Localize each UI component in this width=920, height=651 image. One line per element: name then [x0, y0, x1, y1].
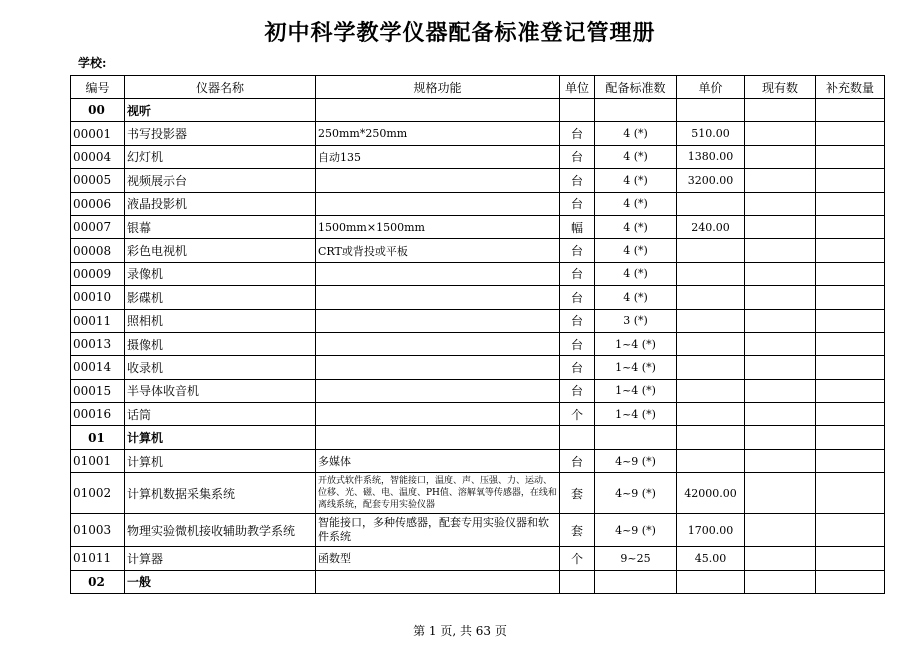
cell-unit-price: 1380.00 — [677, 145, 745, 168]
table-row — [71, 473, 885, 514]
cell-name: 话筒 — [125, 403, 316, 426]
table-row — [71, 309, 885, 332]
cell-standard-qty: 4 (*) — [595, 215, 677, 238]
header-current-qty: 现有数 — [745, 76, 816, 99]
cell-unit-price — [677, 262, 745, 285]
header-supplement-qty: 补充数量 — [816, 76, 885, 99]
cell-name: 照相机 — [125, 309, 316, 332]
cell-unit-price: 3200.00 — [677, 169, 745, 192]
cell-unit: 台 — [560, 262, 595, 285]
cell-name: 计算机 — [125, 426, 316, 449]
cell-unit-price: 510.00 — [677, 122, 745, 145]
table-row — [71, 379, 885, 402]
cell-standard-qty: 4 (*) — [595, 145, 677, 168]
cell-spec: 250mm*250mm — [316, 122, 560, 145]
cell-supplement-qty — [816, 514, 885, 547]
table-row — [71, 356, 885, 379]
cell-supplement-qty — [816, 356, 885, 379]
cell-unit: 台 — [560, 122, 595, 145]
cell-name: 摄像机 — [125, 332, 316, 355]
header-spec: 规格功能 — [316, 76, 560, 99]
cell-current-qty — [745, 99, 816, 122]
cell-spec: 函数型 — [316, 547, 560, 570]
cell-unit-price — [677, 426, 745, 449]
cell-unit-price — [677, 379, 745, 402]
cell-current-qty — [745, 449, 816, 472]
cell-name: 收录机 — [125, 356, 316, 379]
cell-unit: 台 — [560, 379, 595, 402]
equipment-register-table — [70, 75, 885, 594]
cell-unit — [560, 426, 595, 449]
cell-spec: 1500mm×1500mm — [316, 215, 560, 238]
cell-spec — [316, 426, 560, 449]
cell-unit: 台 — [560, 169, 595, 192]
cell-current-qty — [745, 262, 816, 285]
table-row — [71, 262, 885, 285]
table-row — [71, 514, 885, 547]
cell-current-qty — [745, 514, 816, 547]
cell-spec — [316, 332, 560, 355]
cell-code: 00014 — [71, 356, 125, 379]
cell-standard-qty: 9~25 — [595, 547, 677, 570]
cell-standard-qty: 4~9 (*) — [595, 473, 677, 514]
cell-supplement-qty — [816, 426, 885, 449]
cell-spec — [316, 379, 560, 402]
table-row — [71, 192, 885, 215]
cell-unit-price: 45.00 — [677, 547, 745, 570]
cell-unit-price — [677, 570, 745, 593]
cell-current-qty — [745, 286, 816, 309]
table-row — [71, 169, 885, 192]
table-row — [71, 145, 885, 168]
cell-supplement-qty — [816, 169, 885, 192]
cell-current-qty — [745, 145, 816, 168]
cell-unit: 个 — [560, 547, 595, 570]
cell-spec — [316, 262, 560, 285]
cell-unit: 台 — [560, 239, 595, 262]
cell-code: 01002 — [71, 473, 125, 514]
cell-current-qty — [745, 239, 816, 262]
cell-spec — [316, 570, 560, 593]
cell-name: 幻灯机 — [125, 145, 316, 168]
cell-unit: 台 — [560, 449, 595, 472]
cell-name: 视频展示台 — [125, 169, 316, 192]
table-row — [71, 215, 885, 238]
table-header-row — [71, 76, 885, 99]
cell-current-qty — [745, 379, 816, 402]
table-row — [71, 332, 885, 355]
cell-name: 录像机 — [125, 262, 316, 285]
cell-unit-price — [677, 286, 745, 309]
cell-standard-qty — [595, 570, 677, 593]
cell-supplement-qty — [816, 547, 885, 570]
cell-unit: 台 — [560, 356, 595, 379]
cell-unit-price — [677, 309, 745, 332]
cell-code: 00010 — [71, 286, 125, 309]
cell-code: 00006 — [71, 192, 125, 215]
table-row — [71, 449, 885, 472]
cell-standard-qty: 1~4 (*) — [595, 356, 677, 379]
cell-unit-price: 240.00 — [677, 215, 745, 238]
cell-current-qty — [745, 426, 816, 449]
document-title: 初中科学教学仪器配备标准登记管理册 — [264, 20, 656, 46]
cell-code: 00007 — [71, 215, 125, 238]
cell-supplement-qty — [816, 99, 885, 122]
cell-unit: 套 — [560, 473, 595, 514]
header-unit-price: 单价 — [677, 76, 745, 99]
cell-unit — [560, 570, 595, 593]
cell-standard-qty: 4~9 (*) — [595, 449, 677, 472]
category-row — [71, 99, 885, 122]
cell-current-qty — [745, 122, 816, 145]
cell-spec: 开放式软件系统，智能接口，温度、声、压强、力、运动、位移、光、磁、电、温度、PH值、溶解氧等传感器，在线和离线系统，配套专用实验仪器 — [316, 473, 560, 514]
cell-unit: 幅 — [560, 215, 595, 238]
cell-spec — [316, 169, 560, 192]
cell-supplement-qty — [816, 449, 885, 472]
cell-standard-qty: 4 (*) — [595, 239, 677, 262]
cell-current-qty — [745, 215, 816, 238]
cell-code: 01003 — [71, 514, 125, 547]
table-row — [71, 239, 885, 262]
cell-spec: 多媒体 — [316, 449, 560, 472]
cell-supplement-qty — [816, 239, 885, 262]
cell-unit-price: 42000.00 — [677, 473, 745, 514]
cell-name: 彩色电视机 — [125, 239, 316, 262]
cell-name: 计算器 — [125, 547, 316, 570]
cell-code: 00011 — [71, 309, 125, 332]
header-standard-qty: 配备标准数 — [595, 76, 677, 99]
header-unit: 单位 — [560, 76, 595, 99]
cell-code: 00004 — [71, 145, 125, 168]
cell-unit-price — [677, 239, 745, 262]
cell-code: 00009 — [71, 262, 125, 285]
cell-name: 一般 — [125, 570, 316, 593]
cell-code: 00016 — [71, 403, 125, 426]
header-name: 仪器名称 — [125, 76, 316, 99]
cell-current-qty — [745, 356, 816, 379]
category-row — [71, 570, 885, 593]
cell-unit-price — [677, 403, 745, 426]
cell-code: 02 — [71, 570, 125, 593]
table-row — [71, 547, 885, 570]
cell-supplement-qty — [816, 262, 885, 285]
cell-standard-qty: 1~4 (*) — [595, 332, 677, 355]
cell-unit — [560, 99, 595, 122]
cell-supplement-qty — [816, 215, 885, 238]
cell-standard-qty: 4 (*) — [595, 122, 677, 145]
cell-current-qty — [745, 403, 816, 426]
cell-code: 00005 — [71, 169, 125, 192]
cell-current-qty — [745, 192, 816, 215]
cell-unit: 台 — [560, 286, 595, 309]
cell-supplement-qty — [816, 379, 885, 402]
school-label: 学校: — [78, 56, 107, 70]
cell-standard-qty: 1~4 (*) — [595, 379, 677, 402]
cell-current-qty — [745, 309, 816, 332]
cell-unit-price — [677, 332, 745, 355]
cell-unit-price: 1700.00 — [677, 514, 745, 547]
cell-standard-qty: 4 (*) — [595, 286, 677, 309]
cell-standard-qty: 4 (*) — [595, 192, 677, 215]
cell-name: 银幕 — [125, 215, 316, 238]
cell-name: 液晶投影机 — [125, 192, 316, 215]
cell-code: 00015 — [71, 379, 125, 402]
cell-spec — [316, 356, 560, 379]
cell-standard-qty — [595, 426, 677, 449]
cell-spec: CRT或背投或平板 — [316, 239, 560, 262]
cell-supplement-qty — [816, 309, 885, 332]
cell-unit: 个 — [560, 403, 595, 426]
cell-unit: 台 — [560, 332, 595, 355]
cell-supplement-qty — [816, 286, 885, 309]
cell-name: 半导体收音机 — [125, 379, 316, 402]
cell-supplement-qty — [816, 403, 885, 426]
cell-spec: 自动135 — [316, 145, 560, 168]
table-row — [71, 122, 885, 145]
cell-unit-price — [677, 99, 745, 122]
cell-code: 01001 — [71, 449, 125, 472]
cell-current-qty — [745, 570, 816, 593]
cell-supplement-qty — [816, 332, 885, 355]
cell-name: 影碟机 — [125, 286, 316, 309]
cell-name: 物理实验微机接收辅助教学系统 — [125, 514, 316, 547]
category-row — [71, 426, 885, 449]
cell-standard-qty: 1~4 (*) — [595, 403, 677, 426]
cell-name: 计算机 — [125, 449, 316, 472]
cell-supplement-qty — [816, 192, 885, 215]
table-row — [71, 286, 885, 309]
cell-spec — [316, 192, 560, 215]
cell-spec — [316, 403, 560, 426]
cell-spec — [316, 286, 560, 309]
cell-name: 计算机数据采集系统 — [125, 473, 316, 514]
cell-current-qty — [745, 332, 816, 355]
cell-unit-price — [677, 192, 745, 215]
cell-standard-qty: 4 (*) — [595, 169, 677, 192]
cell-standard-qty — [595, 99, 677, 122]
cell-supplement-qty — [816, 122, 885, 145]
page-footer: 第 1 页, 共 63 页 — [413, 624, 507, 638]
cell-standard-qty: 4 (*) — [595, 262, 677, 285]
cell-code: 01 — [71, 426, 125, 449]
cell-code: 00 — [71, 99, 125, 122]
cell-current-qty — [745, 547, 816, 570]
cell-unit-price — [677, 356, 745, 379]
cell-supplement-qty — [816, 473, 885, 514]
cell-standard-qty: 3 (*) — [595, 309, 677, 332]
cell-code: 00008 — [71, 239, 125, 262]
cell-code: 00001 — [71, 122, 125, 145]
cell-name: 视听 — [125, 99, 316, 122]
cell-spec — [316, 99, 560, 122]
cell-name: 书写投影器 — [125, 122, 316, 145]
cell-unit: 台 — [560, 309, 595, 332]
cell-current-qty — [745, 169, 816, 192]
cell-spec: 智能接口，多种传感器，配套专用实验仪器和软件系统 — [316, 514, 560, 547]
header-code: 编号 — [71, 76, 125, 99]
cell-unit: 套 — [560, 514, 595, 547]
cell-spec — [316, 309, 560, 332]
cell-unit: 台 — [560, 145, 595, 168]
table-row — [71, 403, 885, 426]
cell-standard-qty: 4~9 (*) — [595, 514, 677, 547]
cell-supplement-qty — [816, 570, 885, 593]
cell-code: 00013 — [71, 332, 125, 355]
cell-unit: 台 — [560, 192, 595, 215]
cell-current-qty — [745, 473, 816, 514]
cell-code: 01011 — [71, 547, 125, 570]
cell-supplement-qty — [816, 145, 885, 168]
cell-unit-price — [677, 449, 745, 472]
